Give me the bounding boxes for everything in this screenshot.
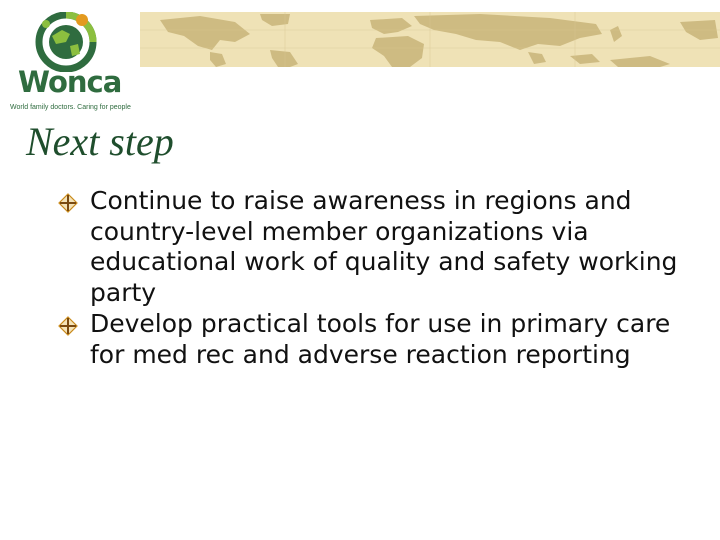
wonca-globe-icon [32, 12, 104, 72]
world-map-banner [140, 12, 720, 67]
wonca-logo [6, 12, 136, 111]
bullet-text: Continue to raise awareness in regions and country-level member organizations via educational work of quality and safety working party [90, 186, 678, 307]
list-item [58, 309, 678, 370]
diamond-cross-icon [58, 316, 78, 336]
world-map-icon [140, 12, 720, 67]
bullet-list [58, 186, 678, 371]
logo-tagline: World family doctors. Caring for people [10, 104, 131, 111]
logo-wordmark: Wonca [18, 65, 122, 99]
diamond-cross-icon [58, 193, 78, 213]
bullet-text: Develop practical tools for use in primary care for med rec and adverse reaction reporting [90, 309, 671, 369]
slide-title: Next step [26, 119, 174, 164]
list-item [58, 186, 678, 308]
